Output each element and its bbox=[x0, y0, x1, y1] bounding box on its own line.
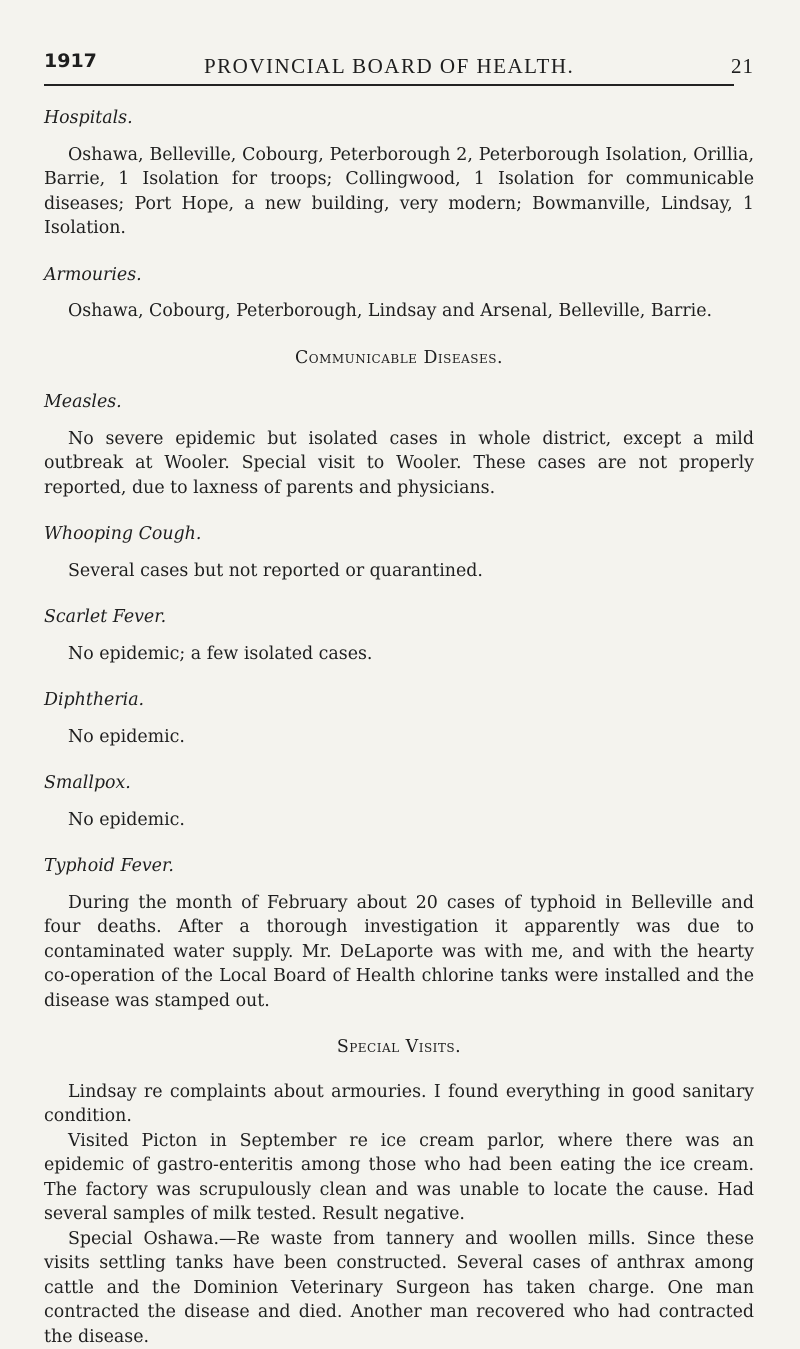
smallpox-heading: Smallpox. bbox=[44, 771, 754, 796]
scarlet-fever-heading: Scarlet Fever. bbox=[44, 605, 754, 630]
page-number: 21 bbox=[731, 54, 754, 79]
hospitals-text: Oshawa, Belleville, Cobourg, Peterborough 2, Peterborough Isolation, Orillia, Barrie, 1 Isolation for troops; Collingwood, 1 Isolation for communicable diseases; Port Hope, a new building, very modern; Bowmanville, Lindsay, 1 Isolation. bbox=[44, 143, 754, 241]
header-title: PROVINCIAL BOARD OF HEALTH. bbox=[204, 54, 574, 79]
header-rule bbox=[44, 84, 734, 86]
whooping-cough-heading: Whooping Cough. bbox=[44, 522, 754, 547]
special-visit-paragraph: Special Oshawa.—Re waste from tannery and woollen mills. Since these visits settling tanks have been constructed. Several cases of anthrax among cattle and the Dominion Veterinary Surgeon has taken charge. One man contracted the disease and died. Another man recovered who had contracted the disease. bbox=[44, 1227, 754, 1349]
special-visit-paragraph: Lindsay re complaints about armouries. I found everything in good sanitary condition. bbox=[44, 1080, 754, 1129]
document-page bbox=[44, 48, 754, 82]
diphtheria-heading: Diphtheria. bbox=[44, 688, 754, 713]
typhoid-text: During the month of February about 20 cases of typhoid in Belleville and four deaths. After a thorough investigation it apparently was due to contaminated water supply. Mr. DeLaporte was with me, and with the hearty co-operation of the Local Board of Health chlorine tanks were installed and the disease was stamped out. bbox=[44, 891, 754, 1014]
running-header bbox=[44, 48, 754, 82]
special-visit-paragraph: Visited Picton in September re ice cream parlor, where there was an epidemic of gastro-enteritis among those who had been eating the ice cream. The factory was scrupulously clean and was unable to locate the cause. Had several samples of milk tested. Result negative. bbox=[44, 1129, 754, 1227]
measles-heading: Measles. bbox=[44, 390, 754, 415]
measles-text: No severe epidemic but isolated cases in whole district, except a mild outbreak at Wooler. Special visit to Wooler. These cases are not properly reported, due to laxness of parents and physicians. bbox=[44, 427, 754, 501]
page-content bbox=[44, 106, 754, 1349]
special-visits-title: Special Visits. bbox=[44, 1035, 754, 1060]
whooping-cough-text: Several cases but not reported or quarantined. bbox=[44, 559, 754, 584]
armouries-text: Oshawa, Cobourg, Peterborough, Lindsay and Arsenal, Belleville, Barrie. bbox=[44, 299, 754, 324]
smallpox-text: No epidemic. bbox=[44, 808, 754, 833]
communicable-diseases-title: Communicable Diseases. bbox=[44, 346, 754, 371]
armouries-heading: Armouries. bbox=[44, 263, 754, 288]
hospitals-heading: Hospitals. bbox=[44, 106, 754, 131]
header-year: 1917 bbox=[44, 50, 97, 72]
typhoid-heading: Typhoid Fever. bbox=[44, 854, 754, 879]
diphtheria-text: No epidemic. bbox=[44, 725, 754, 750]
scarlet-fever-text: No epidemic; a few isolated cases. bbox=[44, 642, 754, 667]
